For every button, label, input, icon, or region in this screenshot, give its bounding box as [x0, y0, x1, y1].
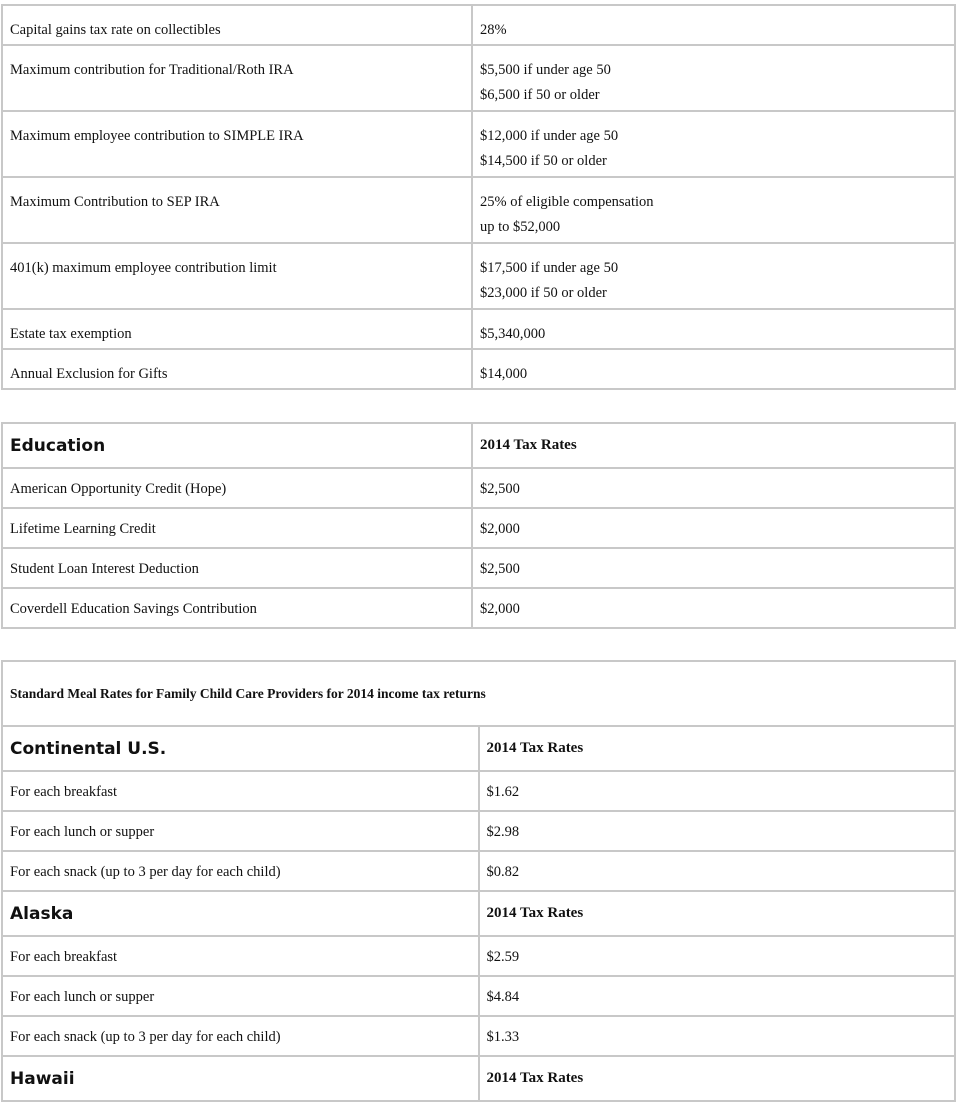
row-label: Maximum contribution for Traditional/Roth IRA [2, 45, 472, 111]
row-label: Maximum employee contribution to SIMPLE IRA [2, 111, 472, 177]
row-value: $1.33 [479, 1016, 956, 1056]
table-title-row [2, 661, 955, 726]
row-label: For each lunch or supper [2, 976, 479, 1016]
column-header: 2014 Tax Rates [479, 891, 956, 936]
row-value: $14,000 [472, 349, 955, 389]
row-value: $5,340,000 [472, 309, 955, 349]
table-row [2, 5, 955, 45]
row-label: Estate tax exemption [2, 309, 472, 349]
row-label: For each snack (up to 3 per day for each child) [2, 851, 479, 891]
row-label: For each lunch or supper [2, 811, 479, 851]
table-header-row [2, 423, 955, 468]
column-header: 2014 Tax Rates [479, 726, 956, 771]
education-table [1, 422, 956, 629]
row-label: Maximum Contribution to SEP IRA [2, 177, 472, 243]
table-row [2, 111, 955, 177]
row-label: Annual Exclusion for Gifts [2, 349, 472, 389]
row-value: $2,000 [472, 508, 955, 548]
table-header-row [2, 726, 955, 771]
row-label: Student Loan Interest Deduction [2, 548, 472, 588]
row-value: 28% [472, 5, 955, 45]
row-value: $2.98 [479, 811, 956, 851]
table-row [2, 1016, 955, 1056]
section-heading: Hawaii [2, 1056, 479, 1101]
table-row [2, 976, 955, 1016]
table-row [2, 508, 955, 548]
row-value: $4.84 [479, 976, 956, 1016]
row-value: $5,500 if under age 50 $6,500 if 50 or older [472, 45, 955, 111]
row-value: $0.82 [479, 851, 956, 891]
row-value: $2,500 [472, 548, 955, 588]
table-row [2, 45, 955, 111]
row-label: Lifetime Learning Credit [2, 508, 472, 548]
table-row [2, 243, 955, 309]
column-header: 2014 Tax Rates [479, 1056, 956, 1101]
row-value: $17,500 if under age 50 $23,000 if 50 or older [472, 243, 955, 309]
row-label: For each breakfast [2, 936, 479, 976]
table-title: Standard Meal Rates for Family Child Care Providers for 2014 income tax returns [2, 661, 955, 726]
table-row [2, 349, 955, 389]
row-value: $2.59 [479, 936, 956, 976]
row-label: For each snack (up to 3 per day for each child) [2, 1016, 479, 1056]
row-label: 401(k) maximum employee contribution limit [2, 243, 472, 309]
section-heading: Continental U.S. [2, 726, 479, 771]
table-row [2, 771, 955, 811]
table-row [2, 309, 955, 349]
row-value: $12,000 if under age 50 $14,500 if 50 or older [472, 111, 955, 177]
table-header-row [2, 891, 955, 936]
table-row [2, 548, 955, 588]
row-value: $2,500 [472, 468, 955, 508]
table-header-row [2, 1056, 955, 1101]
section-heading: Alaska [2, 891, 479, 936]
row-value: $2,000 [472, 588, 955, 628]
row-value: $1.62 [479, 771, 956, 811]
retirement-table [1, 4, 956, 390]
table-row [2, 588, 955, 628]
column-header: 2014 Tax Rates [472, 423, 955, 468]
table-row [2, 468, 955, 508]
row-label: Capital gains tax rate on collectibles [2, 5, 472, 45]
row-label: American Opportunity Credit (Hope) [2, 468, 472, 508]
table-row [2, 177, 955, 243]
table-row [2, 851, 955, 891]
meal-rates-table [1, 660, 956, 1102]
row-value: 25% of eligible compensation up to $52,000 [472, 177, 955, 243]
table-row [2, 936, 955, 976]
table-row [2, 811, 955, 851]
section-heading: Education [2, 423, 472, 468]
row-label: Coverdell Education Savings Contribution [2, 588, 472, 628]
row-label: For each breakfast [2, 771, 479, 811]
